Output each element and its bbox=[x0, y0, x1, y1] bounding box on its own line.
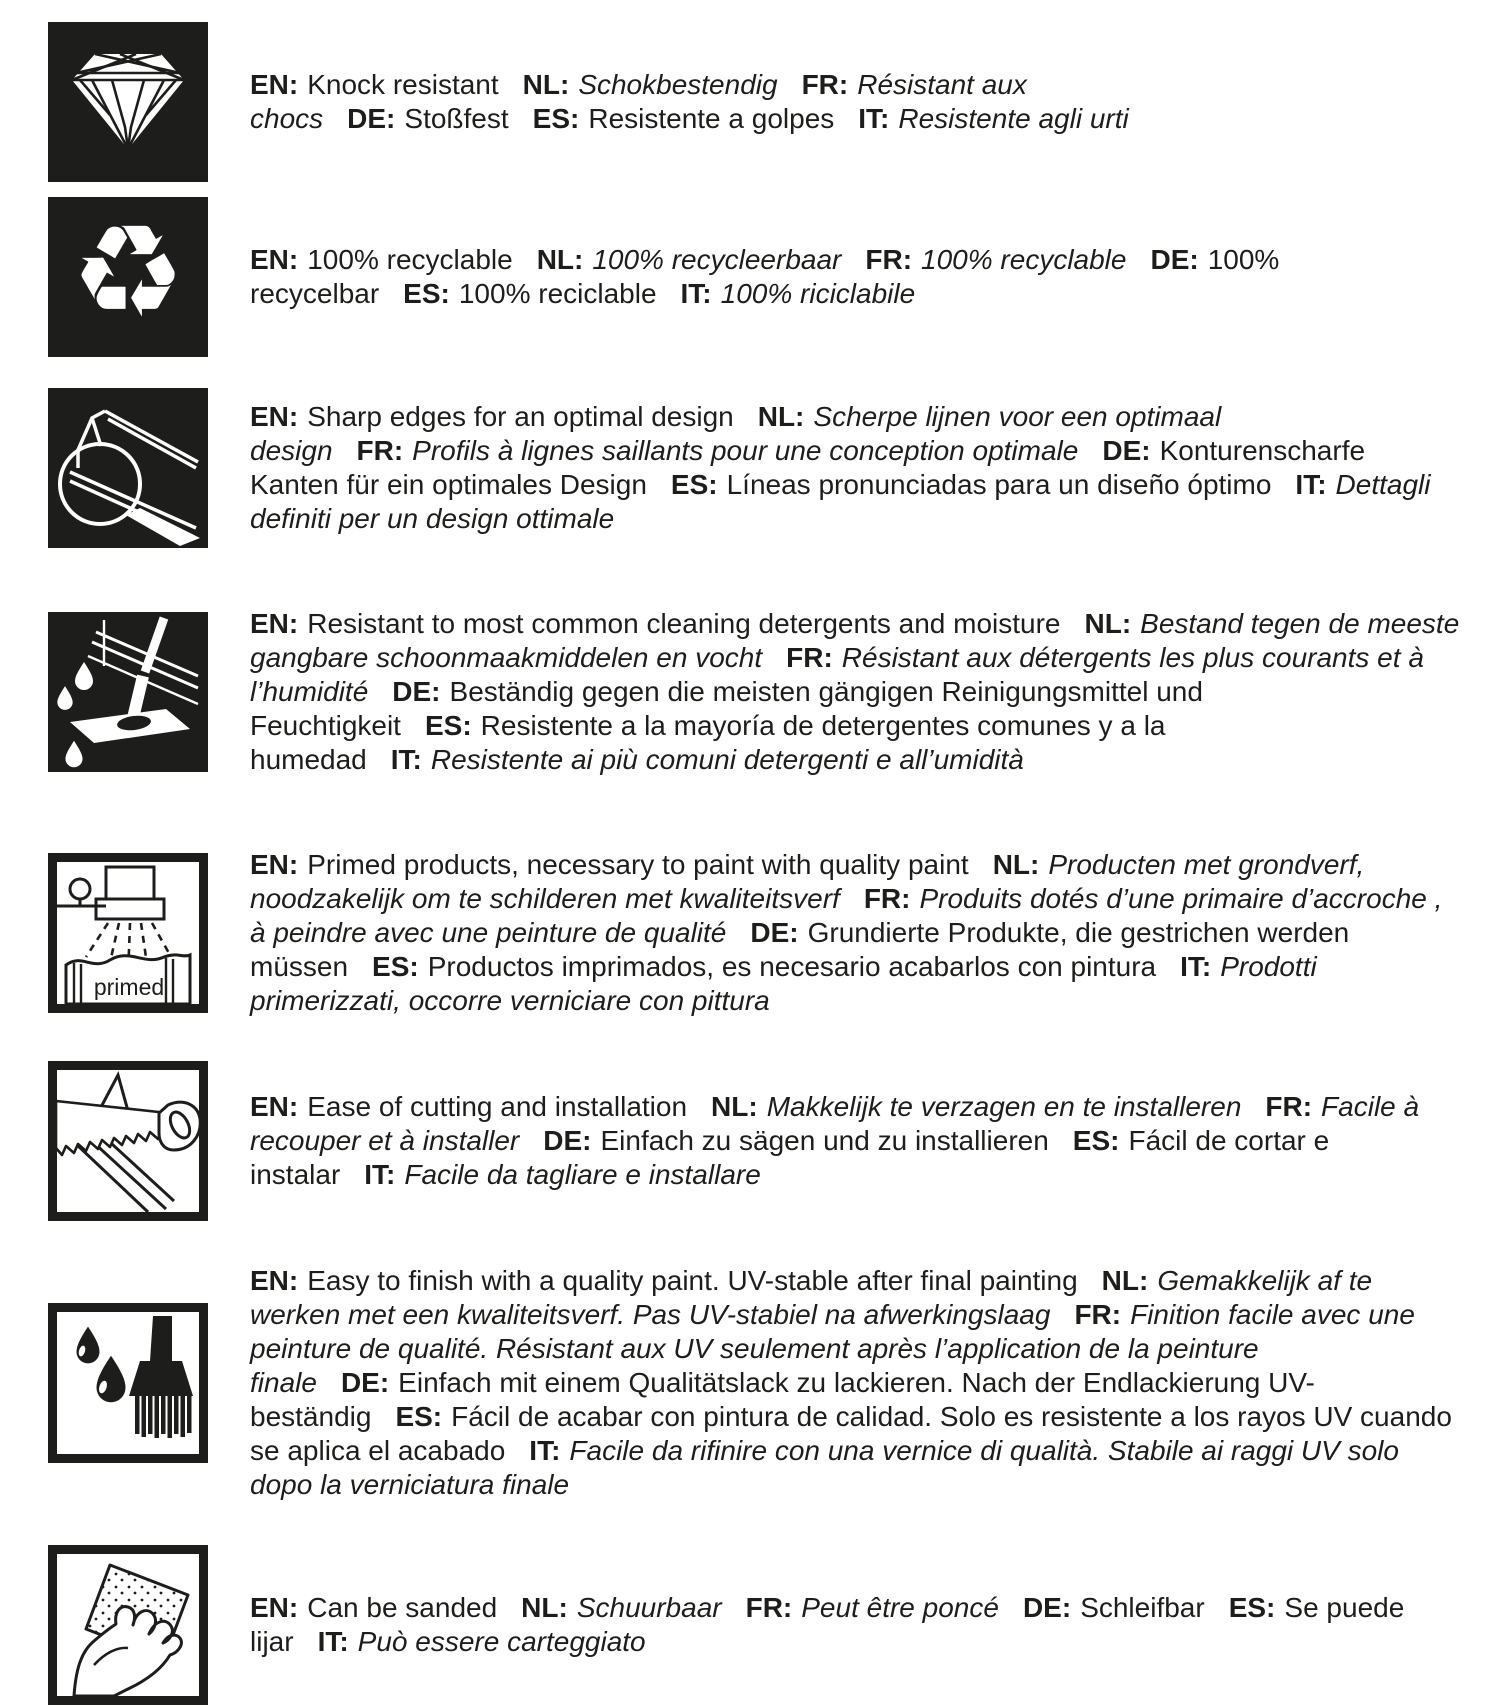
feature-text: EN: Knock resistant NL: Schokbestendig FR: Résistant aux chocs DE: Stoßfest ES: Resistente a golpes IT: Resistente agli urti bbox=[250, 69, 1129, 134]
feature-row-easy-cutting bbox=[48, 1061, 1462, 1221]
feature-row-sharp-edges bbox=[48, 372, 1462, 564]
recycle-icon bbox=[48, 197, 208, 357]
feature-text: EN: Sharp edges for an optimal design NL: Scherpe lijnen voor een optimaal design FR: Profils à lignes saillants pour une conception optimale DE: Konturenscharfe Kanten für ein optimales Design ES: Líneas pronunciadas para un diseño óptimo IT: Dettagli definiti per un design ottimale bbox=[250, 401, 1431, 534]
diamond-icon bbox=[48, 22, 208, 182]
primed-label: primed bbox=[93, 974, 165, 1000]
feature-row-knock-resistant bbox=[48, 22, 1462, 182]
mop-cleaning-icon bbox=[48, 612, 208, 772]
saw-icon bbox=[48, 1061, 208, 1221]
feature-text: EN: 100% recyclable NL: 100% recycleerbaar FR: 100% recyclable DE: 100% recycelbar ES: 100% reciclable IT: 100% riciclabile bbox=[250, 244, 1280, 309]
feature-text: EN: Easy to finish with a quality paint. UV-stable after final painting NL: Gemakkelijk af te werken met een kwaliteitsverf. Pas UV-stabiel na afwerkingslaag FR: Finition facile avec une peinture de qualité. Résistant aux UV seulement après l’application de la peinture finale DE: Einfach mit einem Qualitätslack zu lackieren. Nach der Endlackierung UV-beständig ES: Fácil de acabar con pintura de calidad. Solo es resistente a los rayos UV cuando se aplica el acabado IT: Facile da rifinire con una vernice di qualità. Stabile ai raggi UV solo dopo la verniciatura finale bbox=[250, 1265, 1452, 1500]
primer-spray-icon bbox=[48, 853, 208, 1013]
paint-drops-brush-icon bbox=[48, 1303, 208, 1463]
sanding-hand-icon bbox=[48, 1545, 208, 1705]
feature-row-detergent-resistant bbox=[48, 579, 1462, 805]
feature-row-sandable bbox=[48, 1545, 1462, 1705]
recycle-icon-glyph: ♻ bbox=[70, 198, 186, 347]
feature-text: EN: Primed products, necessary to paint with quality paint NL: Producten met grondverf, noodzakelijk om te schilderen met kwaliteitsverf FR: Produits dotés d’une primaire d’accroche , à peindre avec une peinture de qualité DE: Grundierte Produkte, die gestrichen werden müssen ES: Productos imprimados, es necesario acabarlos con pintura IT: Prodotti primerizzati, occorre verniciare con pittura bbox=[250, 849, 1443, 1016]
feature-text: EN: Ease of cutting and installation NL: Makkelijk te verzagen en te installeren FR: Facile à recouper et à installer DE: Einfach zu sägen und zu installieren ES: Fácil de cortar e instalar IT: Facile da tagliare e installare bbox=[250, 1091, 1420, 1190]
feature-row-primed bbox=[48, 820, 1462, 1046]
feature-row-recyclable bbox=[48, 197, 1462, 357]
magnifier-profile-icon bbox=[48, 388, 208, 548]
feature-text: EN: Can be sanded NL: Schuurbaar FR: Peut être poncé DE: Schleifbar ES: Se puede lijar IT: Può essere carteggiato bbox=[250, 1592, 1405, 1657]
feature-row-uv-finish bbox=[48, 1236, 1462, 1530]
feature-text: EN: Resistant to most common cleaning detergents and moisture NL: Bestand tegen de meeste gangbare schoonmaakmiddelen en vocht FR: Résistant aux détergents les plus courants et à l’humidité DE: Beständig gegen die meisten gängigen Reinigungsmittel und Feuchtigkeit ES: Resistente a la mayoría de detergentes comunes y a la humedad IT: Resistente ai più comuni detergenti e all’umidità bbox=[250, 608, 1460, 775]
